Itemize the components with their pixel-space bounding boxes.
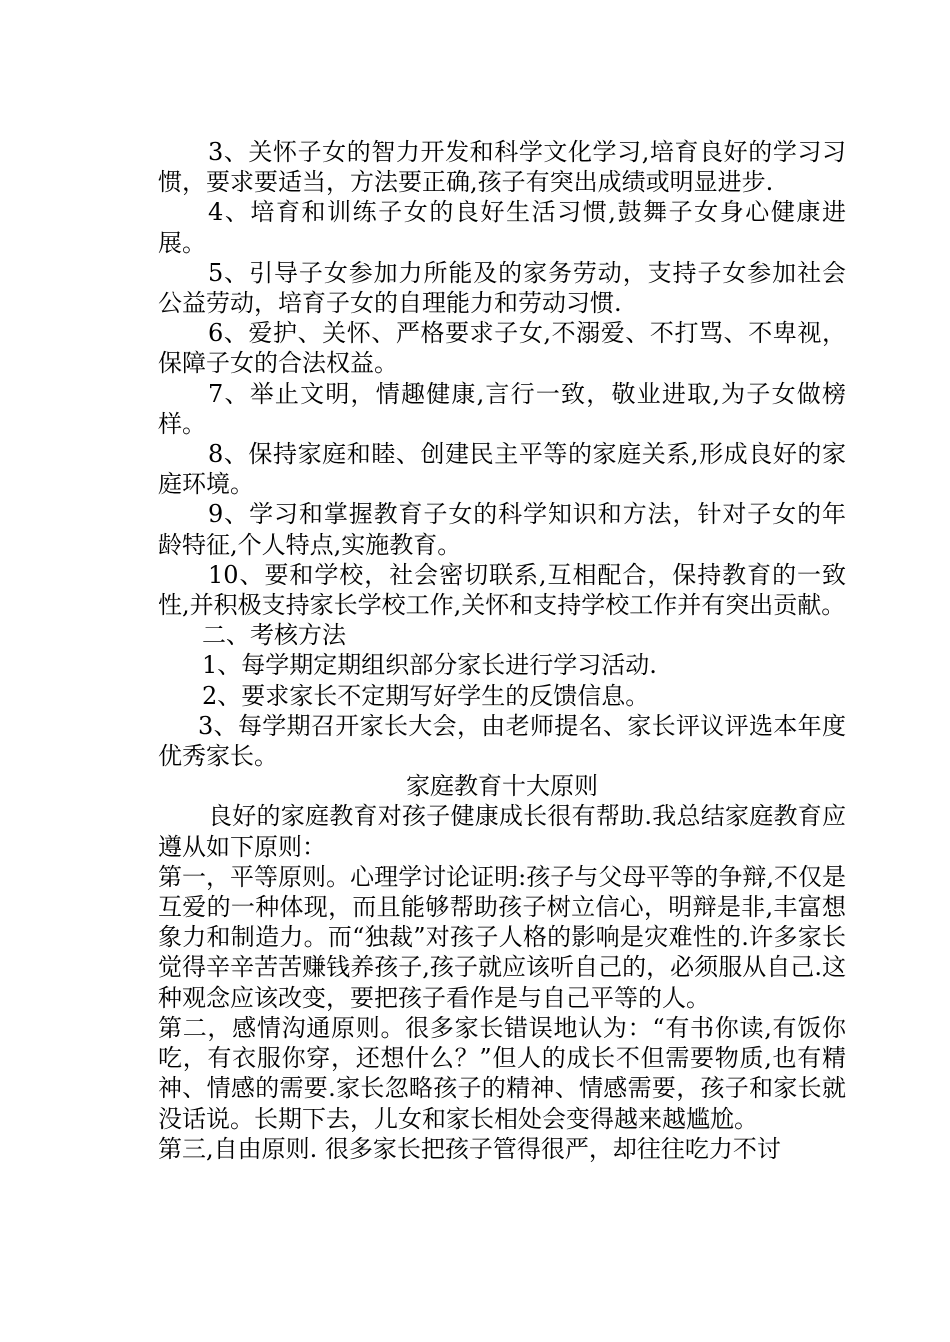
document-body [158, 137, 846, 1164]
method-item-1: 1、每学期定期组织部分家长进行学习活动. [202, 651, 657, 680]
method-item-3: 3、每学期召开家长大会，由老师提名、家长评议评选本年度优秀家长。 [158, 711, 846, 771]
rule-item-10: 10、要和学校，社会密切联系,互相配合，保持教育的一致性,并积极支持家长学校工作,关怀和支持学校工作并有突出贡献。 [158, 560, 846, 620]
rule-item-7: 7、举止文明，情趣健康,言行一致，敬业进取,为子女做榜样。 [158, 379, 846, 438]
section-heading: 二、考核方法 [202, 621, 346, 650]
rule-item-9: 9、学习和掌握教育子女的科学知识和方法，针对子女的年龄特征,个人特点,实施教育。 [158, 500, 846, 559]
principle-3: 第三,自由原则. 很多家长把孩子管得很严，却往往吃力不讨 [158, 1134, 781, 1163]
intro-paragraph: 良好的家庭教育对孩子健康成长很有帮助.我总结家庭教育应遵从如下原则： [158, 802, 846, 861]
principle-1: 第一，平等原则。心理学讨论证明:孩子与父母平等的争辩,不仅是互爱的一种体现，而且能够帮助孩子树立信心，明辩是非,丰富想象力和制造力。而“独裁”对孩子人格的影响是灾难性的.许多家长觉得辛辛苦苦赚钱养孩子,孩子就应该听自己的，必须服从自己.这种观念应该改变，要把孩子看作是与自己平等的人。 [158, 862, 846, 1012]
rule-item-8: 8、保持家庭和睦、创建民主平等的家庭关系,形成良好的家庭环境。 [158, 440, 846, 499]
section-title: 家庭教育十大原则 [406, 772, 598, 801]
principle-2: 第二，感情沟通原则。很多家长错误地认为：“有书你读,有饭你吃，有衣服你穿，还想什么？”但人的成长不但需要物质,也有精神、情感的需要.家长忽略孩子的精神、情感需要，孩子和家长就没话说。长期下去，儿女和家长相处会变得越来越尴尬。 [158, 1013, 846, 1133]
rule-item-3: 3、关怀子女的智力开发和科学文化学习,培育良好的学习习惯，要求要适当，方法要正确,孩子有突出成绩或明显进步. [158, 138, 846, 197]
rule-item-5: 5、引导子女参加力所能及的家务劳动，支持子女参加社会公益劳动，培育子女的自理能力和劳动习惯. [158, 258, 846, 318]
rule-item-6: 6、爱护、关怀、严格要求子女,不溺爱、不打骂、不卑视，保障子女的合法权益。 [158, 319, 846, 378]
rule-item-4: 4、培育和训练子女的良好生活习惯,鼓舞子女身心健康进展。 [158, 198, 846, 257]
method-item-2: 2、要求家长不定期写好学生的反馈信息。 [202, 681, 650, 710]
